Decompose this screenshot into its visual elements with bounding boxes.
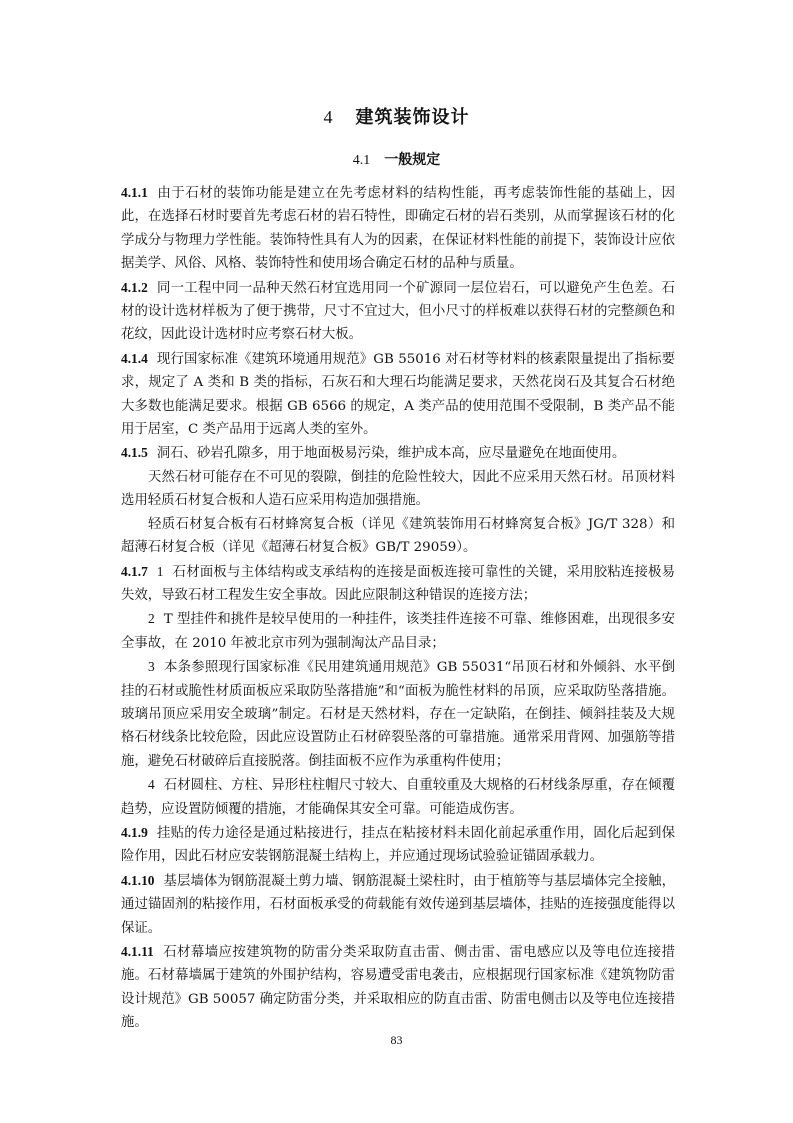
item-number: 2 xyxy=(148,611,155,627)
paragraph xyxy=(121,276,675,347)
paragraph-text: 洞石、砂岩孔隙多，用于地面极易污染，维护成本高，应尽量避免在地面使用。 xyxy=(156,446,626,462)
chapter-title xyxy=(0,103,793,129)
section-title xyxy=(0,149,793,169)
paragraph-text: 石材圆柱、方柱、异形柱柱帽尺寸较大、自重较重及大规格的石材线条厚重，存在倾覆趋势，应设置防倾覆的措施，才能确保其安全可靠。可能造成伤害。 xyxy=(121,778,675,817)
clause-number: 4.1.5 xyxy=(121,445,148,461)
paragraph-text: 现行国家标准《建筑环境通用规范》GB 55016 对石材等材料的核素限量提出了指标要求，规定了 A 类和 B 类的指标，石灰石和大理石均能满足要求，天然花岗石及其复合石材绝大多数也能满足要求。根据 GB 6566 的规定，A 类产品的使用范围不受限制，B 类产品不能用于居室，C 类产品用于远离人类的室外。 xyxy=(121,351,675,438)
paragraph xyxy=(121,181,675,276)
paragraph-text: 由于石材的装饰功能是建立在先考虑材料的结构性能，再考虑装饰性能的基础上，因此，在选择石材时要首先考虑石材的岩石特性，即确定石材的岩石类别，从而掌握该石材的化学成分与物理力学性能。装饰特性具有人为的因素，在保证材料性能的前提下，装饰设计应依据美学、风俗、风格、装饰特性和使用场合确定石材的品种与质量。 xyxy=(121,186,675,272)
paragraph xyxy=(121,347,675,442)
paragraph xyxy=(121,441,675,465)
paragraph-text: 石材幕墙应按建筑物的防雷分类采取防直击雷、侧击雷、雷电感应以及等电位连接措施。石材幕墙属于建筑的外围护结构，容易遭受雷电袭击，应根据现行国家标准《建筑物防雷设计规范》GB 50057 确定防雷分类，并采取相应的防直击雷、防雷电侧击以及等电位连接措施。 xyxy=(121,945,675,1031)
paragraph-text: 天然石材可能存在不可见的裂隙，倒挂的危险性较大，因此不应采用天然石材。吊顶材料选用轻质石材复合板和人造石应采用构造加强措施。 xyxy=(121,469,675,509)
clause-number: 4.1.2 xyxy=(121,279,148,295)
body-text xyxy=(121,181,675,1035)
paragraph xyxy=(121,466,675,513)
paragraph-text: 本条参照现行国家标准《民用建筑通用规范》GB 55031“吊顶石材和外倾斜、水平倒挂的石材或脆性材质面板应采取防坠落措施”和“面板为脆性材料的吊顶，应采取防坠落措施。玻璃吊顶应采用安全玻璃”制定。石材是天然材料，存在一定缺陷，在倒挂、倾斜挂装及大规格石材线条比较危险，因此应设置防止石材碎裂坠落的可靠措施。通常采用背网、加强筋等措施，避免石材破碎后直接脱落。倒挂面板不应作为承重构件使用； xyxy=(121,660,675,769)
paragraph xyxy=(121,773,675,821)
paragraph-text: 基层墙体为钢筋混凝土剪力墙、钢筋混凝土梁柱时，由于植筋等与基层墙体完全接触，通过锚固剂的粘接作用，石材面板承受的荷载能有效传递到基层墙体，挂贴的连接强度能得以保证。 xyxy=(121,873,675,936)
clause-number: 4.1.1 xyxy=(121,185,148,200)
clause-number: 4.1.7 xyxy=(121,563,148,579)
paragraph xyxy=(121,655,675,773)
paragraph xyxy=(121,560,675,608)
section-name: 一般规定 xyxy=(384,152,441,168)
chapter-number: 4 xyxy=(323,107,334,127)
clause-number: 4.1.11 xyxy=(121,944,154,959)
paragraph xyxy=(121,821,675,869)
paragraph xyxy=(121,940,675,1035)
item-number: 1 xyxy=(156,563,164,579)
paragraph xyxy=(121,869,675,940)
paragraph-text: T 型挂件和挑件是较早使用的一种挂件，该类挂件连接不可靠、维修困难，出现很多安全事故，在 2010 年被北京市列为强制淘汰产品目录； xyxy=(121,612,675,651)
page-number: 83 xyxy=(390,1033,403,1047)
paragraph xyxy=(121,513,675,560)
paragraph-text: 同一工程中同一品种天然石材宜选用同一个矿源同一层位岩石，可以避免产生色差。石材的设计选材样板为了便于携带，尺寸不宜过大，但小尺寸的样板难以获得石材的完整颜色和花纹，因此设计选材时应考察石材大板。 xyxy=(121,280,675,343)
chapter-name: 建筑装饰设计 xyxy=(355,107,470,128)
paragraph-text: 轻质石材复合板有石材蜂窝复合板（详见《建筑装饰用石材蜂窝复合板》JG/T 328）和超薄石材复合板（详见《超薄石材复合板》GB/T 29059）。 xyxy=(121,516,675,556)
paragraph-text: 石材面板与主体结构或支承结构的连接是面板连接可靠性的关键，采用胶粘连接极易失效，导致石材工程发生安全事故。因此应限制这种错误的连接方法； xyxy=(121,564,675,603)
clause-number: 4.1.4 xyxy=(121,350,148,366)
clause-number: 4.1.9 xyxy=(121,824,148,840)
item-number: 3 xyxy=(148,659,155,675)
item-number: 4 xyxy=(148,777,155,793)
section-number: 4.1 xyxy=(352,153,371,168)
paragraph-text: 挂贴的传力途径是通过粘接进行，挂点在粘接材料未固化前起承重作用，固化后起到保险作用，因此石材应安装钢筋混凝土结构上，并应通过现场试验验证锚固承载力。 xyxy=(121,825,675,865)
clause-number: 4.1.10 xyxy=(121,872,155,888)
paragraph xyxy=(121,607,675,655)
